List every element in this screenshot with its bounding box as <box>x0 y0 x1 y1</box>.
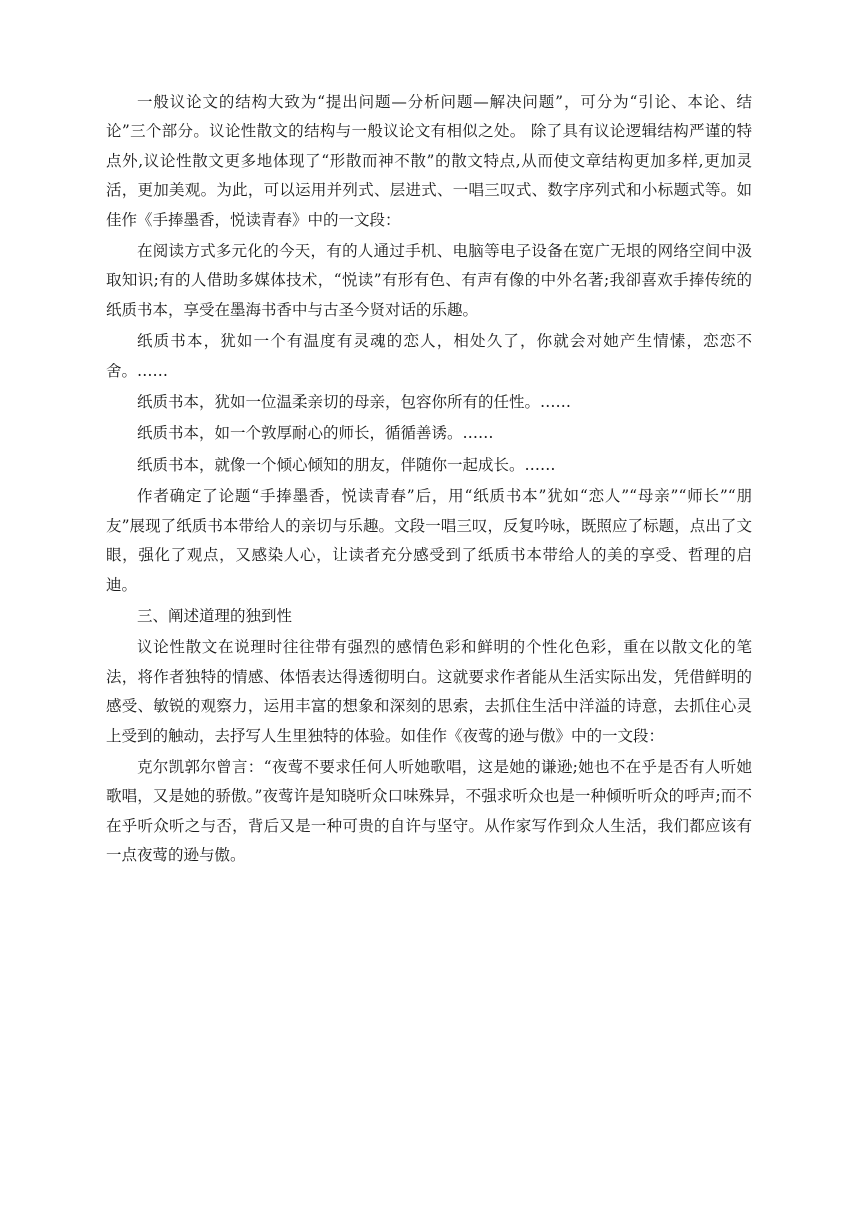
paragraph-uniqueness-intro: 议论性散文在说理时往往带有强烈的感情色彩和鲜明的个性化色彩，重在以散文化的笔法，将作者独特的情感、体悟表达得透彻明白。这就要求作者能从生活实际出发，凭借鲜明的感受、敏锐的观察力，运用丰富的想象和深刻的思索，去抓住生活中洋溢的诗意，去抓住心灵上受到的触动，去抒写人生里独特的体验。如佳作《夜莺的逊与傲》中的一文段： <box>106 638 752 745</box>
paragraph-example-friend: 纸质书本，就像一个倾心倾知的朋友，伴随你一起成长。…… <box>137 455 556 474</box>
document-page <box>106 88 752 873</box>
paragraph-example-reading: 在阅读方式多元化的今天，有的人通过手机、电脑等电子设备在宽广无垠的网络空间中汲取知识;有的人借助多媒体技术，“悦读”有形有色、有声有像的中外名著;我卻喜欢手捧传统的纸质书本，享受在墨海书香中与古圣今贤对话的乐趣。 <box>106 242 752 319</box>
paragraph-example-teacher: 纸质书本，如一个敦厚耐心的师长，循循善诱。…… <box>137 424 494 443</box>
paragraph-analysis: 作者确定了论题“手捧墨香，悦读青春”后，用“纸质书本”犹如“恋人”“母亲”“师长”“朋友”展现了纸质书本带给人的亲切与乐趣。文段一唱三叹，反复吟咏，既照应了标题，点出了文眼，强化了观点，又感染人心，让读者充分感受到了纸质书本带给人的美的享受、哲理的启迪。 <box>106 487 752 594</box>
section-heading: 三、阐述道理的独到性 <box>137 606 293 625</box>
paragraph-example-mother: 纸质书本，犹如一位温柔亲切的母亲，包容你所有的任性。…… <box>137 393 572 412</box>
paragraph-example-lover: 纸质书本，犹如一个有温度有灵魂的恋人，相处久了，你就会对她产生情愫，恋恋不舍。…… <box>106 332 752 380</box>
paragraph-example-nightingale: 克尔凯郭尔曾言：“夜莺不要求任何人听她歌唱，这是她的谦逊;她也不在乎是否有人听她歌唱，又是她的骄傲。”夜莺许是知晓听众口味殊异，不强求听众也是一种倾听听众的呼声;而不在乎听众听之与否，背后又是一种可贵的自许与坚守。从作家写作到众人生活，我们都应该有一点夜莺的逊与傲。 <box>106 757 752 865</box>
paragraph-structure-intro: 一般议论文的结构大致为“提出问题—分析问题—解决问题”，可分为“引论、本论、结论”三个部分。议论性散文的结构与一般议论文有相似之处。 除了具有议论逻辑结构严谨的特点外,议论性散文更多地体现了“形散而神不散”的散文特点,从而使文章结构更加多样,更加灵活，更加美观。为此，可以运用并列式、层进式、一唱三叹式、数字序列式和小标题式等。如佳作《手捧墨香，悦读青春》中的一文段： <box>106 93 752 229</box>
